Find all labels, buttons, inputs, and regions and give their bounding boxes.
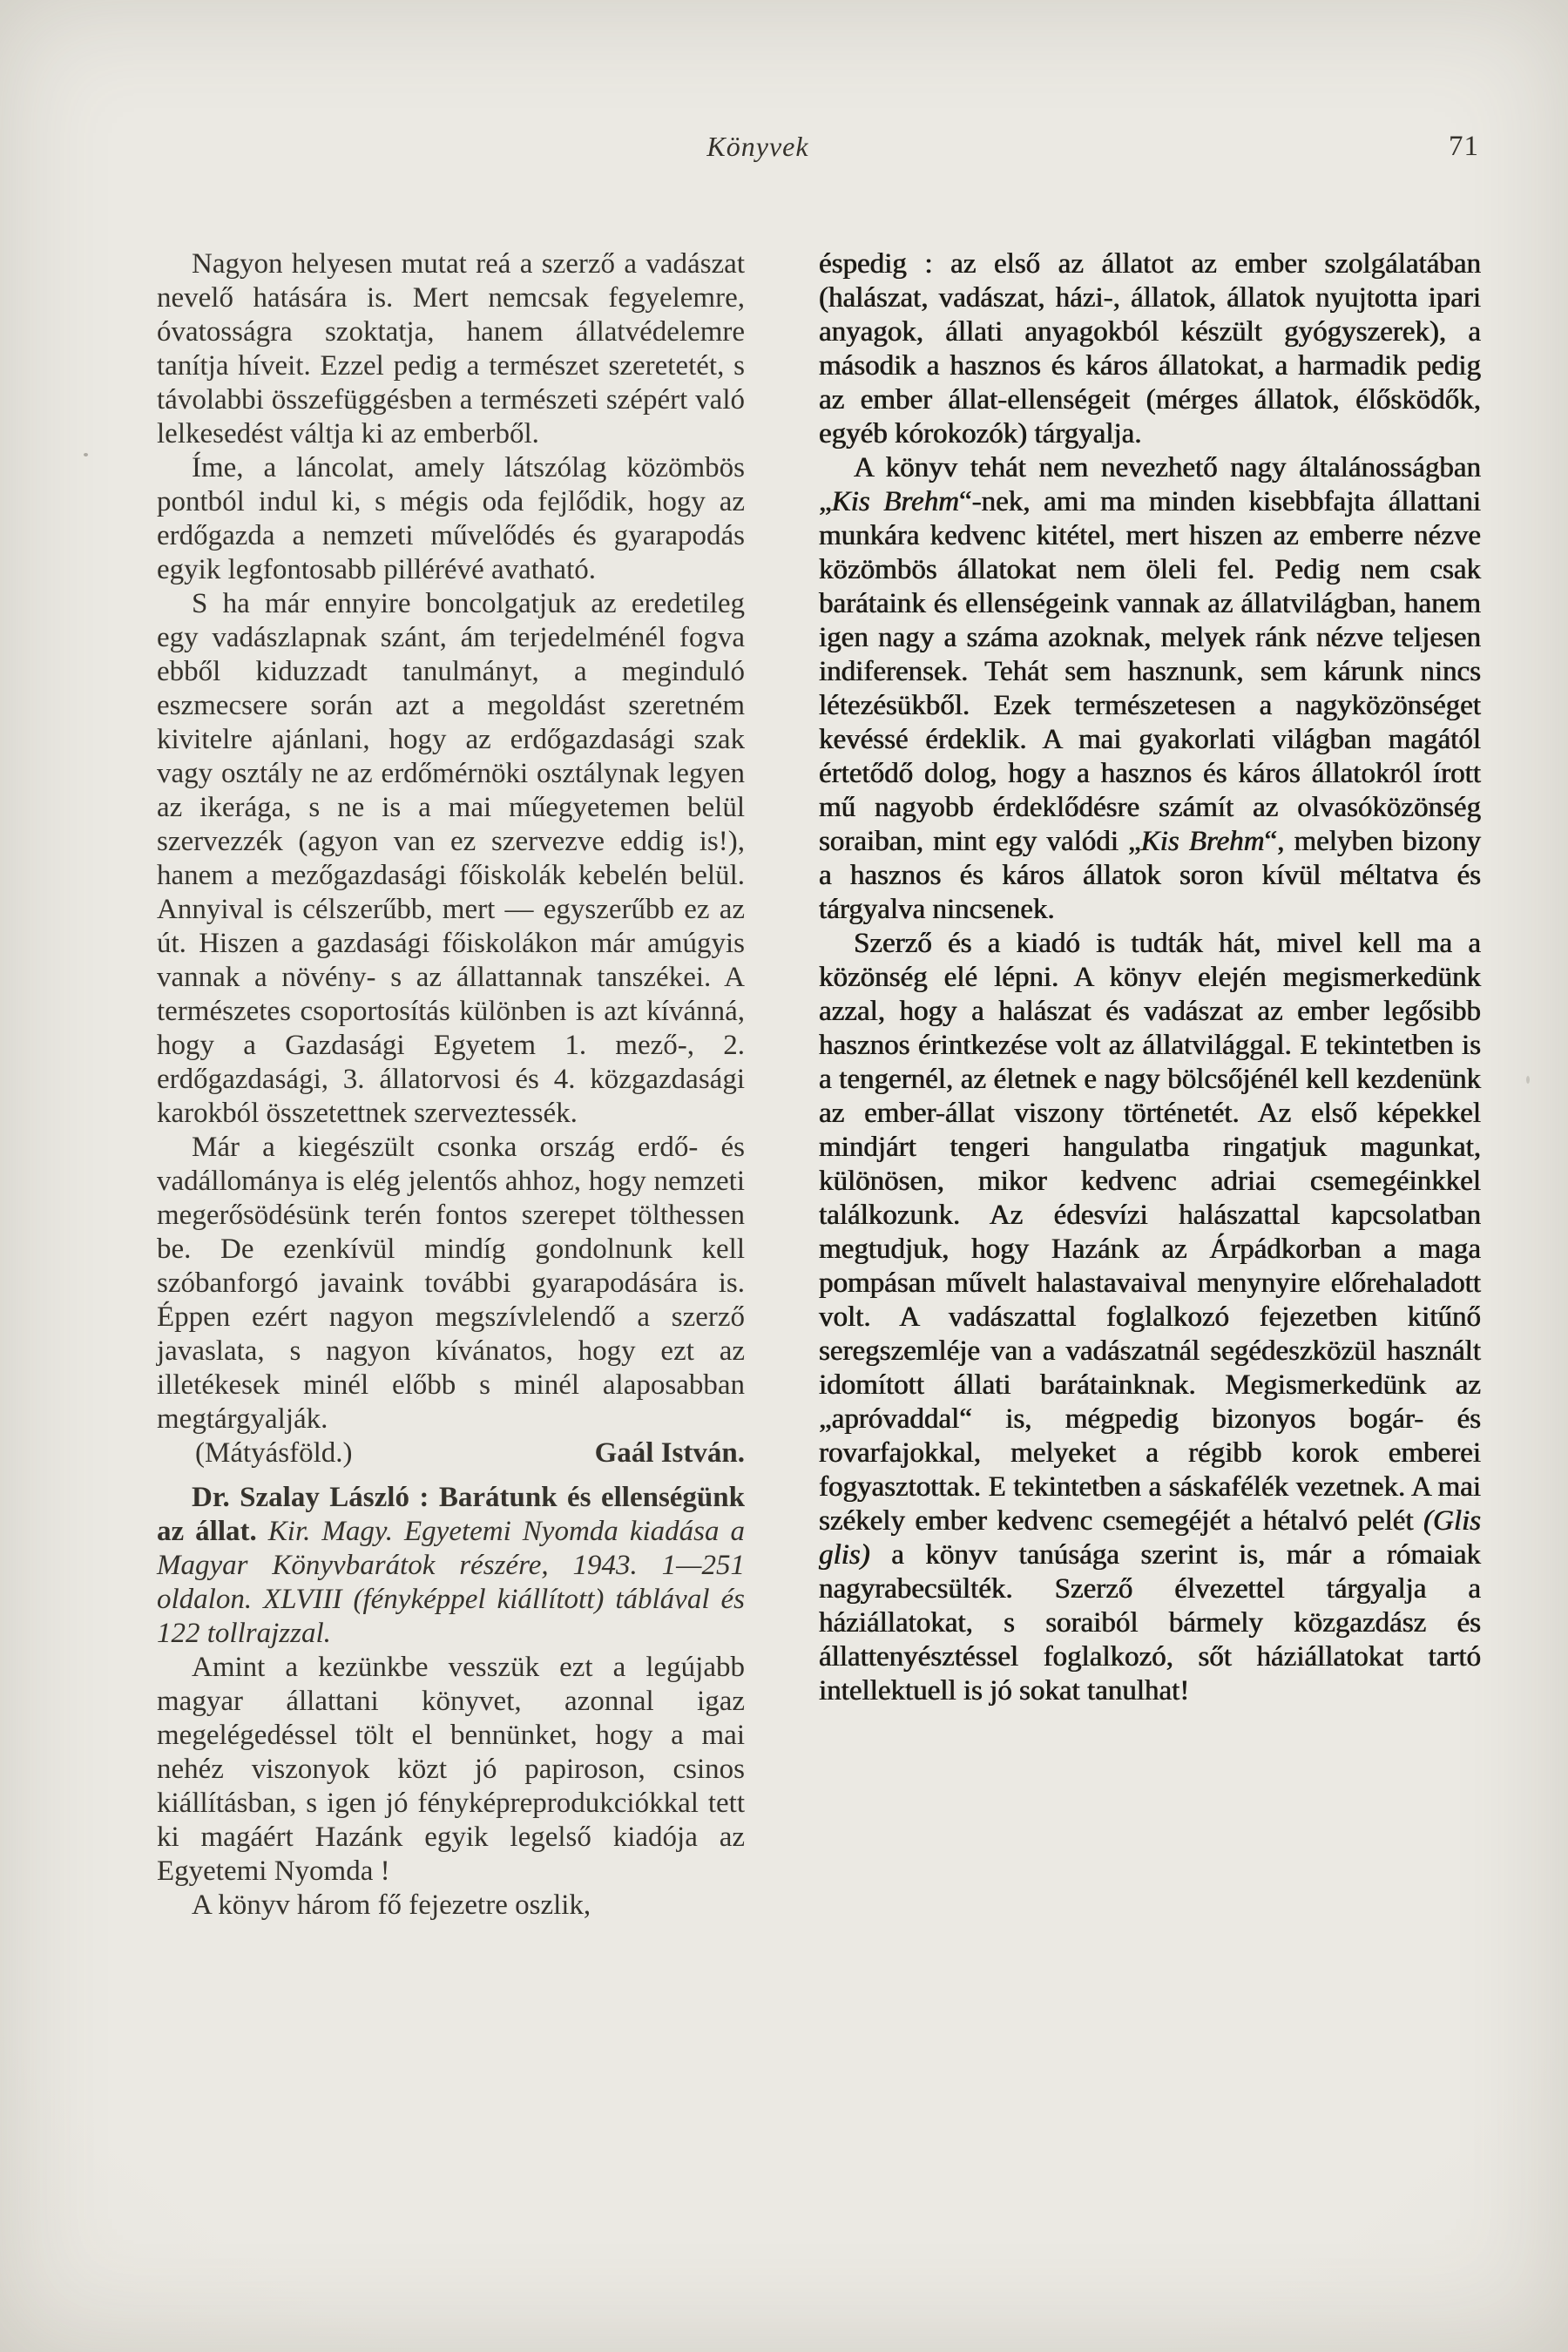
body-text: a könyv tanúsága szerint is, már a rómaiak nagyrabecsülték. Szerző élvezettel tárgyalja a háziállatokat, s soraiból bármely közgazdász és állattenyésztéssel foglalkozó, sőt háziállatokat tartó intellektuell is jó sokat tanulhat! (819, 1539, 1481, 1707)
review-location (157, 1436, 353, 1470)
bold-text: Gaál István. (594, 1437, 745, 1469)
review-paragraph (157, 247, 745, 451)
body-text: Már a kiegészült csonka ország erdő- és vadállománya is elég jelentős ahhoz, hogy nemzeti megerősödésünk terén fontos szerepet tölthessen be. De ezenkívül mindíg gondolnunk kell szóbanforgó javaink további gyarapodására is. Éppen ezért nagyon megszívlelendő a szerző javaslata, s nagyon kívánatos, hogy ezt az illetékesek minél előbb s minél alaposabban megtárgyalják. (157, 1132, 745, 1435)
review-paragraph (819, 927, 1481, 1708)
text-columns (157, 247, 1481, 1923)
body-text: A könyv tehát nem nevezhető nagy általánosságban „ (819, 452, 1481, 517)
review-paragraph (819, 247, 1481, 451)
italic-text: Kis Brehm (1140, 826, 1265, 857)
running-header-title: Könyvek (706, 131, 809, 162)
body-text: éspedig : az első az állatot az ember szolgálatában (halászat, vadászat, házi-, állatok, állatok nyujtotta ipari anyagok, állati anyagokból készült gyógyszerek), a második a hasznos és káros állatokat, a harmadik pedig az ember állat-ellenségeit (mérges állatok, élősködők, egyéb kórokozók) tárgyalja. (819, 248, 1481, 449)
body-text: Nagyon helyesen mutat reá a szerző a vadászat nevelő hatására is. Mert nemcsak fegyelemre, óvatosságra szoktatja, hanem állatvédelemre tanítja híveit. Ezzel pedig a természet szeretetét, s távolabbi összefüggésben a természeti szépért való lelkesedést váltja ki az emberből. (157, 248, 745, 449)
page-number: 71 (1449, 131, 1479, 162)
right-column (819, 247, 1481, 1708)
scan-artifact (84, 453, 88, 456)
review-paragraph (157, 587, 745, 1131)
review-paragraph (819, 451, 1481, 927)
body-text: Íme, a láncolat, amely látszólag közömbös pontból indul ki, s mégis oda fejlődik, hogy az erdőgazda a nemzeti művelődés és gyarapodás egyik legfontosabb pillérévé avatható. (157, 452, 745, 585)
review-paragraph (157, 451, 745, 587)
book-entry-heading (157, 1481, 745, 1651)
body-text: A könyv három fő fejezetre oszlik, (192, 1889, 591, 1921)
italic-text: Kir. Magy. Egyetemi Nyomda kiadása a Magyar Könyvbarátok részére, 1943. 1—251 oldalon. XLVIII (fényképpel kiállított) táblával és 122 tollrajzzal. (157, 1516, 745, 1649)
italic-text: Kis Brehm (831, 486, 959, 517)
italic-text: (Glis glis) (819, 1505, 1481, 1571)
review-paragraph (157, 1131, 745, 1436)
bold-text: Dr. Szalay László : Barátunk és ellenségünk az állat. (157, 1482, 745, 1547)
body-text: Szerző és a kiadó is tudták hát, mivel kell ma a közönség elé lépni. A könyv elején megismerkedünk azzal, hogy a halászat és vadászat az ember legősibb hasznos érintkezése volt az állatvilággal. E tekintetben is a tengernél, az életnek e nagy bölcsőjénél kell kezdenünk az ember-állat viszony történetét. Az első képekkel mindjárt tengeri hangulatba ringatjuk magunkat, különösen, mikor kedvenc adriai csemegéinkkel találkozunk. Az édesvízi halászattal kapcsolatban megtudjuk, hogy Hazánk az Árpádkorban a maga pompásan művelt halastavaival menynyire előrehaladott volt. A vadászattal foglalkozó fejezetben kitűnő seregszemléje van a vadászatnál segédeszközül használt idomított állati barátainknak. Megismerkedünk az „apróvaddal“ is, mégpedig bizonyos bogár- és rovarfajokkal, melyeket a régibb korok emberei fogyasztottak. E tekintetben a sáskafélék vezetnek. A mai székely ember kedvenc csemegéjét a hétalvó pelét (819, 928, 1481, 1537)
review-paragraph (157, 1651, 745, 1889)
review-paragraph (157, 1889, 745, 1923)
body-text: S ha már ennyire boncolgatjuk az eredetileg egy vadászlapnak szánt, ám terjedelménél fogva ebből kiduzzadt tanulmányt, a meginduló eszmecsere során azt a megoldást szeretném kivitelre ajánlani, hogy az erdőgazdasági szak vagy osztály ne az erdőmérnöki osztálynak legyen az ikerága, s ne is a mai műegyetemen belül szervezzék (agyon van ez szervezve eddig is!), hanem a mezőgazdasági főiskolák kebelén belül. Annyival is célszerűbb, mert — egyszerűbb ez az út. Hiszen a gazdasági főiskolákon már amúgyis vannak a növény- s az állattannak tanszékei. A természetes csoportosítás különben is azt kívánná, hogy a Gazdasági Egyetem 1. mező-, 2. erdőgazdasági, 3. állatorvosi és 4. közgazdasági karokból összetettnek szerveztessék. (157, 588, 745, 1129)
body-text: (Mátyásföld.) (195, 1437, 353, 1469)
review-author-signature (595, 1436, 745, 1470)
scan-artifact (1526, 1076, 1530, 1084)
body-text: “, melyben bizony a hasznos és káros állatok soron kívül méltatva és tárgyalva nincsenek. (819, 826, 1481, 925)
body-text: “-nek, ami ma minden kisebbfajta állattani munkára kedvenc kitétel, mert hiszen az emberre nézve közömbös állatokat nem öleli fel. Pedig nem csak barátaink és ellenségeink vannak az állatvilágban, hanem igen nagy a száma azoknak, melyek ránk nézve teljesen indiferensek. Tehát sem hasznunk, sem kárunk nincs létezésükből. Ezek természetesen a nagyközönséget kevéssé érdeklik. A mai gyakorlati világban magától értetődő dolog, hogy a hasznos és káros állatokról írott mű nagyobb érdeklődésre számít az olvasóközönség soraiban, mint egy valódi „ (819, 486, 1481, 857)
left-column (157, 247, 745, 1923)
running-header (157, 131, 1481, 169)
review-signature-line (157, 1436, 745, 1470)
body-text: Amint a kezünkbe vesszük ezt a legújabb magyar állattani könyvet, azonnal igaz megelégedéssel tölt el bennünket, hogy a mai nehéz viszonyok közt jó papiroson, csinos kiállításban, s igen jó fényképreprodukciókkal tett ki magáért Hazánk egyik legelső kiadója az Egyetemi Nyomda ! (157, 1652, 745, 1887)
